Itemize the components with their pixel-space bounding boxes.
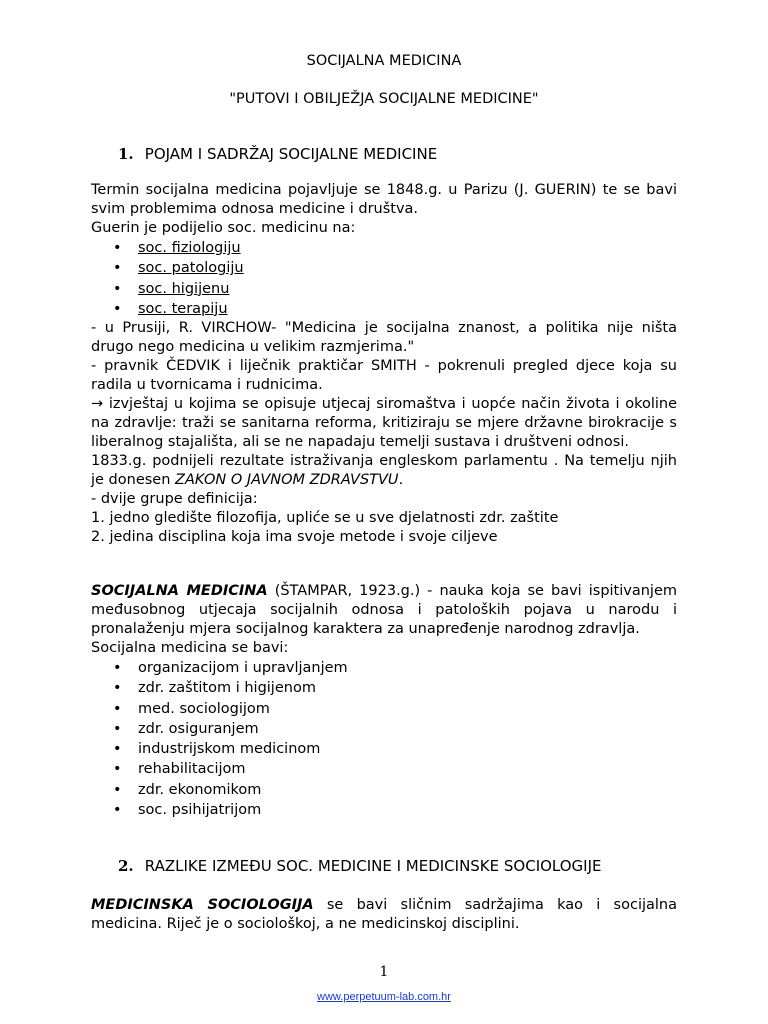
list-item: • soc. terapiju <box>91 299 677 319</box>
reports-paragraph: → izvještaj u kojima se opisuje utjecaj siromaštva i uopće način života i okoline na zdravlje: traži se sanitarna reforma, kritiziraju se mjere državne birokracije s liberalnog stajališta, ali se ne napadaju temelji sustava i društveni odnosi. <box>91 396 677 451</box>
section-1-title: POJAM I SADRŽAJ SOCIJALNE MEDICINE <box>144 145 438 163</box>
med-sociology-term: MEDICINSKA SOCIOLOGIJA <box>91 897 314 913</box>
bavi-line: Socijalna medicina se bavi: <box>91 640 289 656</box>
definition-2: 2. jedina disciplina koja ima svoje metode i svoje ciljeve <box>91 529 498 546</box>
bullet-icon: • <box>113 741 122 758</box>
list-item: • soc. fiziologiju <box>91 238 677 258</box>
bullet-icon: • <box>113 700 122 717</box>
list-item: • rehabilitacijom <box>91 759 677 779</box>
bullet-icon: • <box>113 660 122 676</box>
document-subtitle: "PUTOVI I OBILJEŽJA SOCIJALNE MEDICINE" <box>229 91 539 107</box>
section-1-number: 1. <box>118 145 134 163</box>
guerin-line: Guerin je podijelio soc. medicinu na: <box>91 220 356 236</box>
guerin-list <box>91 238 677 319</box>
bullet-icon: • <box>113 781 122 798</box>
parliament-paragraph: 1833.g. podnijeli rezultate istraživanja engleskom parlamentu . Na temelju njih je donesen ZAKON O JAVNOM ZDRAVSTVU. <box>91 453 677 489</box>
list-item: • soc. higijenu <box>91 279 677 299</box>
bullet-icon: • <box>113 300 122 317</box>
list-item: • med. sociologijom <box>91 699 677 719</box>
definitions-intro: - dvije grupe definicija: <box>91 491 258 508</box>
bullet-icon: • <box>113 680 122 697</box>
law-name: ZAKON O JAVNOM ZDRAVSTVU <box>175 472 399 489</box>
list-item: • soc. psihijatrijom <box>91 800 677 820</box>
bullet-icon: • <box>113 280 122 297</box>
bullet-icon: • <box>113 240 122 256</box>
definition-1: 1. jedno gledište filozofija, upliće se u sve djelatnosti zdr. zaštite <box>91 510 559 527</box>
stampar-definition: SOCIJALNA MEDICINA (ŠTAMPAR, 1923.g.) - nauka koja se bavi ispitivanjem međusobnog utjecaja socijalnih odnosa i patoloških pojava u narodu i pronalaženju mjera socijalnog karaktera za unapređenje narodnog zdravlja. <box>91 583 677 637</box>
bullet-icon: • <box>113 761 122 778</box>
bullet-icon: • <box>113 802 122 819</box>
list-item: • zdr. zaštitom i higijenom <box>91 678 677 698</box>
section-1-body <box>91 181 677 547</box>
document-title: SOCIJALNA MEDICINA <box>306 53 462 69</box>
topics-list <box>91 658 677 820</box>
list-item: • industrijskom medicinom <box>91 739 677 759</box>
list-item: • organizacijom i upravljanjem <box>91 658 677 678</box>
virchow-paragraph: - u Prusiji, R. VIRCHOW- "Medicina je socijalna znanost, a politika nije ništa drugo nego medicina u velikim razmjerima." <box>91 320 677 356</box>
list-item: • soc. patologiju <box>91 258 677 278</box>
intro-paragraph: Termin socijalna medicina pojavljuje se 1848.g. u Parizu (J. GUERIN) te se bavi svim problemima odnosa medicine i društva. <box>91 182 677 217</box>
section-2-title: RAZLIKE IZMEĐU SOC. MEDICINE I MEDICINSKE SOCIOLOGIJE <box>144 857 602 875</box>
page-number: 1 <box>379 964 389 980</box>
section-2-body <box>91 896 677 934</box>
stampar-term: SOCIJALNA MEDICINA <box>91 583 268 599</box>
stampar-section <box>91 582 677 820</box>
med-sociology-paragraph: MEDICINSKA SOCIOLOGIJA se bavi sličnim sadržajima kao i socijalna medicina. Riječ je o sociološkoj, a ne medicinskoj disciplini. <box>91 897 677 932</box>
section-2-heading <box>118 857 602 876</box>
chadwick-paragraph: - pravnik ČEDVIK i liječnik praktičar SMITH - pokrenuli pregled djece koja su radila u tvornicama i rudnicima. <box>91 358 677 394</box>
list-item: • zdr. ekonomikom <box>91 780 677 800</box>
list-item: • zdr. osiguranjem <box>91 719 677 739</box>
footer-link[interactable]: www.perpetuum-lab.com.hr <box>317 991 451 1003</box>
bullet-icon: • <box>113 260 122 277</box>
section-1-heading <box>118 145 437 164</box>
section-2-number: 2. <box>118 857 134 875</box>
footer <box>0 988 768 1007</box>
bullet-icon: • <box>113 720 122 737</box>
